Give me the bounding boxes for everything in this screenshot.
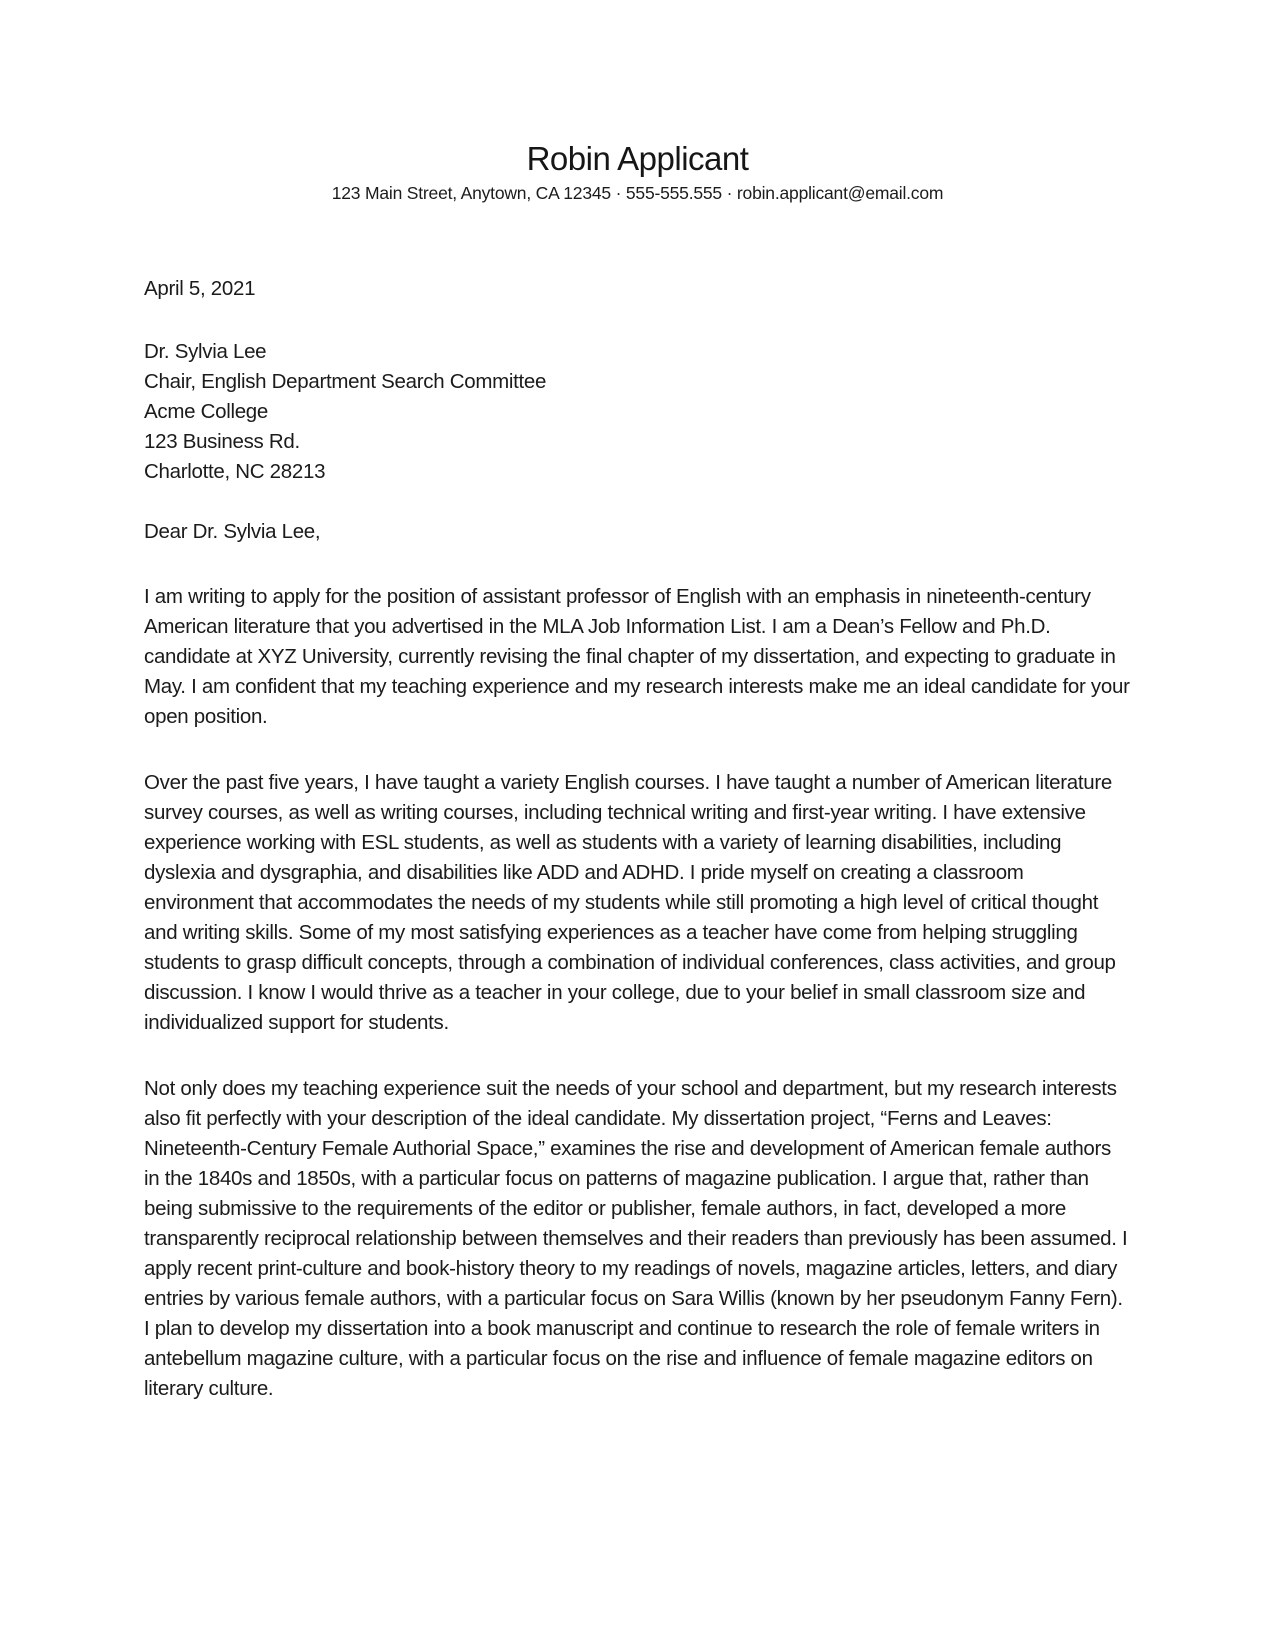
letter-content	[144, 0, 1131, 1404]
body-paragraph-teaching: Over the past five years, I have taught a variety English courses. I have taught a number of American literature survey courses, as well as writing courses, including technical writing and first-year writing. I have extensive experience working with ESL students, as well as students with a variety of learning disabilities, including dyslexia and dysgraphia, and disabilities like ADD and ADHD. I pride myself on creating a classroom environment that accommodates the needs of my students while still promoting a high level of critical thought and writing skills. Some of my most satisfying experiences as a teacher have come from helping struggling students to grasp difficult concepts, through a combination of individual conferences, class activities, and group discussion. I know I would thrive as a teacher in your college, due to your belief in small classroom size and individualized support for students.	[144, 771, 1116, 1034]
salutation: Dear Dr. Sylvia Lee,	[144, 520, 321, 543]
recipient-title: Chair, English Department Search Committee	[144, 370, 547, 393]
date-line: April 5, 2021	[144, 277, 256, 300]
recipient-block	[144, 337, 1131, 487]
body-paragraph-research: Not only does my teaching experience suit the needs of your school and department, but my research interests also fit perfectly with your description of the ideal candidate. My dissertation project, “Ferns and Leaves: Nineteenth-Century Female Authorial Space,” examines the rise and development of American female authors in the 1840s and 1850s, with a particular focus on patterns of magazine publication. I argue that, rather than being submissive to the requirements of the editor or publisher, female authors, in fact, developed a more transparently reciprocal relationship between themselves and their readers than previously has been assumed. I apply recent print-culture and book-history theory to my readings of novels, magazine articles, letters, and diary entries by various female authors, with a particular focus on Sara Willis (known by her pseudonym Fanny Fern). I plan to develop my dissertation into a book manuscript and continue to research the role of female writers in antebellum magazine culture, with a particular focus on the rise and influence of female magazine editors on literary culture.	[144, 1077, 1128, 1400]
recipient-name: Dr. Sylvia Lee	[144, 340, 267, 363]
applicant-name: Robin Applicant	[526, 140, 749, 177]
body-paragraph-intro: I am writing to apply for the position of assistant professor of English with an emphasis in nineteenth-century American literature that you advertised in the MLA Job Information List. I am a Dean’s Fellow and Ph.D. candidate at XYZ University, currently revising the final chapter of my dissertation, and expecting to graduate in May. I am confident that my teaching experience and my research interests make me an ideal candidate for your open position.	[144, 585, 1130, 728]
recipient-organization: Acme College	[144, 400, 269, 423]
recipient-street: 123 Business Rd.	[144, 430, 300, 453]
letter-header	[144, 0, 1131, 206]
contact-line: 123 Main Street, Anytown, CA 12345 · 555-555.555 · robin.applicant@email.com	[331, 183, 944, 203]
recipient-city-state-zip: Charlotte, NC 28213	[144, 460, 326, 483]
